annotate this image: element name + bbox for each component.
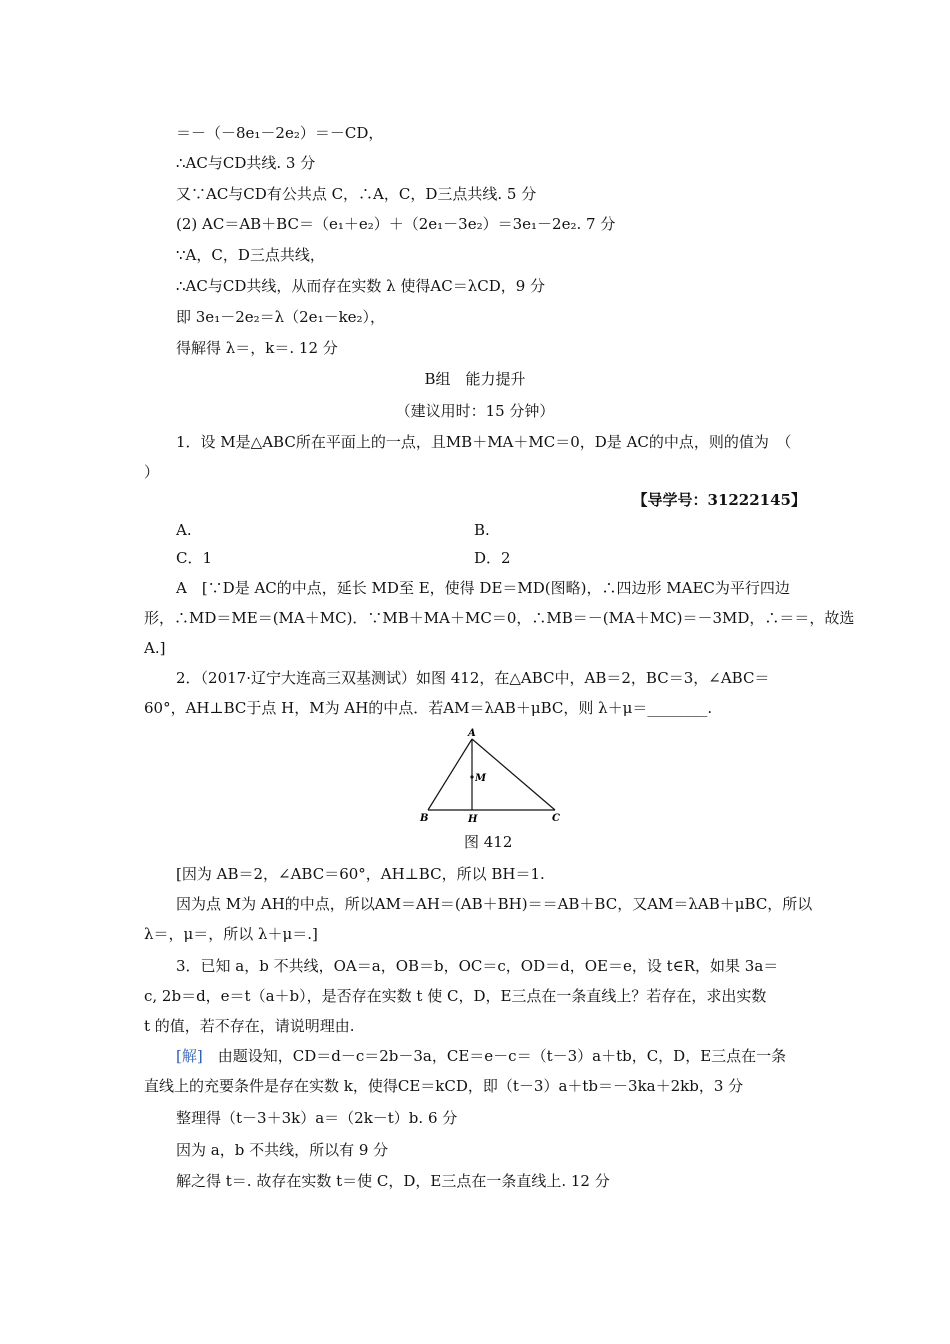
q2-solution-line-2: 因为点 M为 AH的中点，所以AM＝AH＝(AB＋BH)＝＝AB＋BC，又AM＝λAB＋μBC，所以: [176, 895, 813, 913]
proof-line-5: ∵A，C，D三点共线，: [176, 246, 325, 264]
q1-option-c: C．1: [176, 549, 213, 567]
triangle-figure: [410, 725, 580, 825]
q1-stem-line-1: 1．设 M是△ABC所在平面上的一点，且MB＋MA＋MC＝0，D是 AC的中点，则的值为 （: [176, 433, 792, 451]
q3-solution-line-5: 解之得 t＝. 故存在实数 t＝使 C，D，E三点在一条直线上. 12 分: [176, 1172, 610, 1190]
label-m: M: [475, 773, 487, 784]
q3-solution-line-1: [176, 1046, 786, 1066]
point-m: [470, 775, 473, 778]
q1-answer-line-2: 形，∴MD＝ME＝(MA＋MC)．∵MB＋MA＋MC＝0，∴MB＝－(MA＋MC)＝－3MD，∴＝＝，故选: [144, 609, 855, 627]
proof-line-4: (2) AC＝AB＋BC＝（e₁＋e₂）＋（2e₁－3e₂）＝3e₁－2e₂. 7 分: [176, 215, 616, 233]
q2-stem-line-1: 2．（2017·辽宁大连高三双基测试）如图 412，在△ABC中，AB＝2，BC＝3，∠ABC＝: [176, 669, 770, 687]
proof-line-8: 得解得 λ＝，k＝. 12 分: [176, 339, 338, 357]
q1-option-b: B.: [474, 521, 490, 539]
label-h: H: [468, 814, 478, 825]
proof-line-1: ＝－（－8e₁－2e₂）＝－CD，: [176, 124, 384, 142]
proof-line-2: ∴AC与CD共线. 3 分: [176, 154, 316, 172]
label-c: C: [552, 813, 560, 824]
section-time: （建议用时：15 分钟）: [395, 402, 555, 420]
section-title: B组 能力提升: [424, 370, 526, 388]
label-b: B: [420, 813, 429, 824]
solution-tag: [解]: [176, 1047, 203, 1065]
q1-answer-line-1: A [∵D是 AC的中点，延长 MD至 E，使得 DE＝MD(图略)，∴四边形 MAEC为平行四边: [176, 579, 790, 597]
q3-stem-line-3: t 的值，若不存在，请说明理由.: [144, 1017, 355, 1035]
q3-solution-line-4: 因为 a，b 不共线，所以有 9 分: [176, 1141, 389, 1159]
q2-solution-line-3: λ＝，μ＝，所以 λ＋μ＝.]: [144, 925, 318, 943]
label-a: A: [468, 728, 476, 739]
proof-line-3: 又∵AC与CD有公共点 C，∴A，C，D三点共线. 5 分: [176, 185, 537, 203]
q2-solution-line-1: [因为 AB＝2，∠ABC＝60°，AH⊥BC，所以 BH＝1.: [176, 865, 545, 883]
q1-answer-line-3: A.]: [144, 639, 166, 657]
q1-option-a: A.: [176, 521, 192, 539]
proof-line-6: ∴AC与CD共线，从而存在实数 λ 使得AC＝λCD，9 分: [176, 277, 546, 295]
q1-option-d: D．2: [474, 549, 511, 567]
q2-stem-line-2: 60°，AH⊥BC于点 H，M为 AH的中点．若AM＝λAB＋μBC，则 λ＋μ＝________.: [144, 699, 713, 717]
side-ab: [428, 739, 472, 810]
q3-solution-line-2: 直线上的充要条件是存在实数 k，使得CE＝kCD，即（t－3）a＋tb＝－3ka＋2kb，3 分: [144, 1077, 744, 1095]
q3-stem-line-1: 3．已知 a，b 不共线，OA＝a，OB＝b，OC＝c，OD＝d，OE＝e，设 t∈R，如果 3a＝: [176, 957, 779, 975]
q1-stem-line-2: ）: [144, 463, 160, 481]
proof-line-7: 即 3e₁－2e₂＝λ（2e₁－ke₂），: [176, 308, 386, 326]
q3-solution-line-3: 整理得（t－3＋3k）a＝（2k－t）b. 6 分: [176, 1109, 458, 1127]
q3-solution-text-1: 由题设知，CD＝d－c＝2b－3a，CE＝e－c＝（t－3）a＋tb，C，D，E三点在一条: [202, 1047, 787, 1065]
figure-caption: 图 412: [464, 833, 513, 851]
q3-stem-line-2: c, 2b＝d，e＝t（a＋b），是否存在实数 t 使 C，D，E三点在一条直线上？若存在，求出实数: [144, 987, 767, 1005]
guide-number: 【导学号：31222145】: [632, 491, 806, 509]
